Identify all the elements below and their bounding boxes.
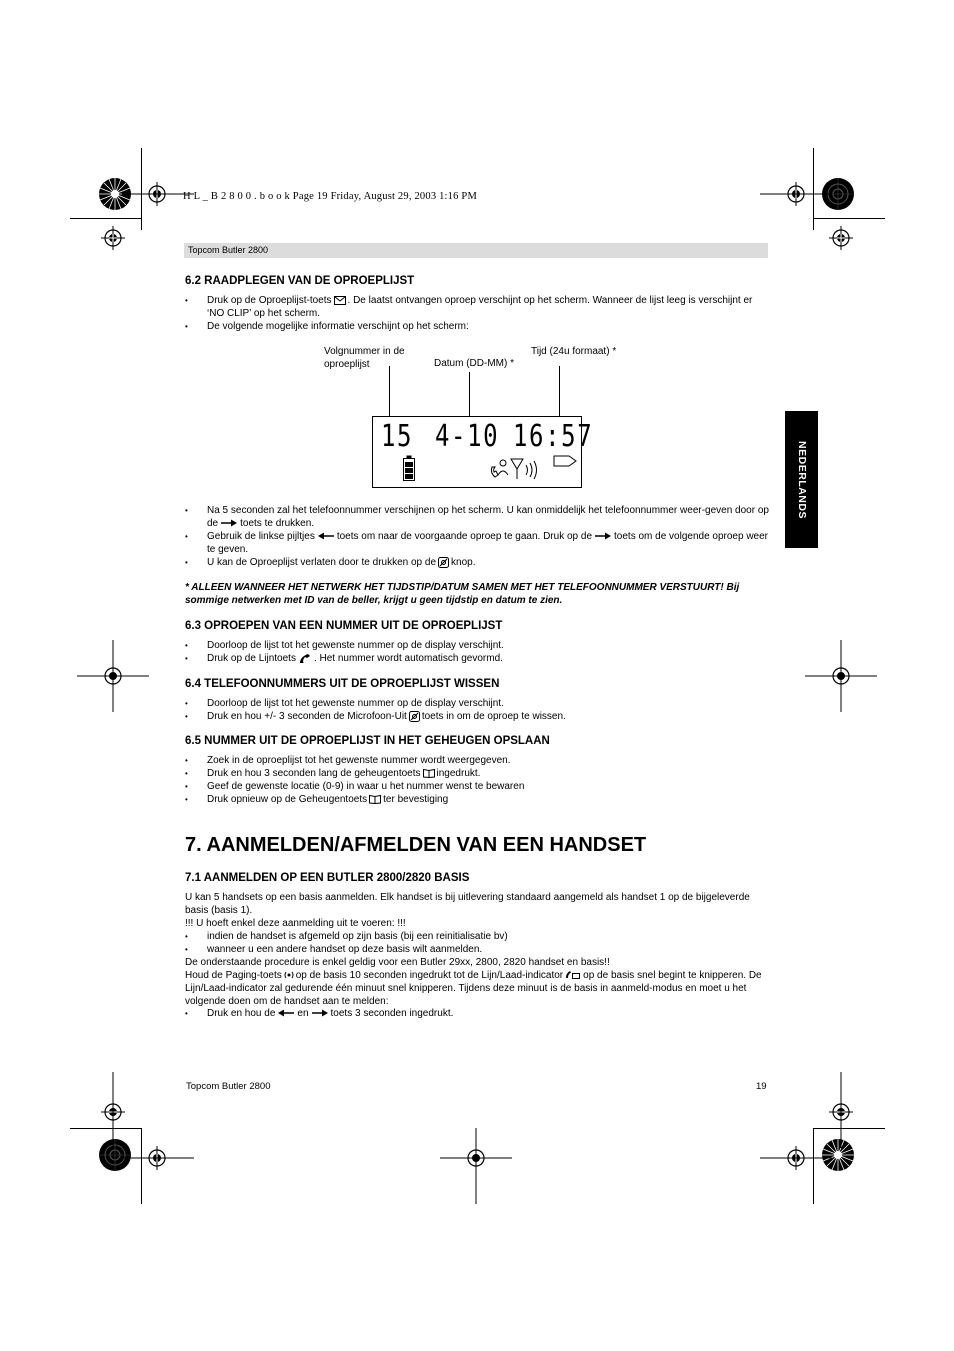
section-7-1-conditions [185, 930, 770, 956]
section-6-2-title: 6.2 RAADPLEGEN VAN DE OPROEPLIJST [185, 275, 415, 287]
footer-title: Topcom Butler 2800 [186, 1081, 271, 1092]
list-item: • Na 5 seconden zal het telefoonnummer verschijnen op het scherm. U kan onmiddelijk het telefoonnummer weer-geven door op de toets te drukken. [185, 504, 770, 530]
label-time: Tijd (24u formaat) * [531, 346, 617, 357]
list-item: • Doorloop de lijst tot het gewenste nummer op de display verschijnt. [185, 639, 770, 652]
list-item: • Druk en hou de en toets 3 seconden ingedrukt. [185, 1007, 770, 1020]
chapter-7-title: 7. AANMELDEN/AFMELDEN VAN EEN HANDSET [185, 834, 647, 856]
book-icon [369, 794, 381, 804]
section-7-1-intro: U kan 5 handsets op een basis aanmelden. Elk handset is bij uitlevering standaard aangemeld als handset 1 op de bijgeleverde basis (basis 1). [185, 892, 750, 916]
book-icon [423, 768, 435, 778]
section-7-1-validity: De onderstaande procedure is enkel geldig voor een Butler 29xx, 2800, 2820 handset en basis!! [185, 957, 610, 968]
leader-line-time [559, 366, 560, 416]
arrow-pointer-icon [553, 455, 577, 467]
arrow-right-icon [220, 519, 238, 527]
section-6-4-title: 6.4 TELEFOONNUMMERS UIT DE OPROEPLIJST WISSEN [185, 678, 500, 690]
section-6-5-list [185, 754, 770, 806]
section-7-1-title: 7.1 AANMELDEN OP EEN BUTLER 2800/2820 BASIS [185, 872, 470, 884]
paging-icon [284, 970, 294, 980]
lcd-date: 4-10 [435, 419, 500, 454]
lcd-time: 16:57 [513, 419, 594, 454]
lcd-index: 15 [381, 419, 414, 454]
arrow-right-icon [311, 1009, 329, 1017]
list-item: • U kan de Oproeplijst verlaten door te drukken op de knop. [185, 556, 770, 569]
section-7-1-warning: !!! U hoeft enkel deze aanmelding uit te voeren: !!! [185, 918, 406, 929]
section-6-5-title: 6.5 NUMMER UIT DE OPROEPLIJST IN HET GEHEUGEN OPSLAAN [185, 735, 550, 747]
list-item: • Druk op de Lijntoets . Het nummer wordt automatisch gevormd. [185, 652, 770, 665]
section-7-1-procedure: Houd de Paging-toets op de basis 10 seconden ingedrukt tot de Lijn/Laad-indicator op de basis snel begint te knipperen. De Lijn/Laad-indicator zal gedurende één minuut snel knipperen. Tijdens deze minuut is de basis in aanmeld-modus en moet u het volgende doen om de handset aan te melden: [185, 970, 762, 1007]
section-6-4-list [185, 697, 770, 723]
list-item: • Doorloop de lijst tot het gewenste nummer op de display verschijnt. [185, 697, 770, 710]
page-number: 19 [756, 1081, 767, 1092]
label-date: Datum (DD-MM) * [434, 358, 514, 369]
header-title: Topcom Butler 2800 [188, 245, 269, 255]
leader-line-index [389, 366, 390, 416]
section-7-1-steps [185, 1007, 770, 1020]
section-6-2-list [185, 294, 770, 333]
mute-icon [409, 711, 420, 722]
list-item: • Druk en hou +/- 3 seconden de Microfoon-Uit toets in om de oproep te wissen. [185, 710, 770, 723]
lcd-display [372, 416, 594, 488]
list-item: • indien de handset is afgemeld op zijn basis (bij een reinitialisatie bv) [185, 930, 770, 943]
network-note: * ALLEEN WANNEER HET NETWERK HET TIJDSTIP/DATUM SAMEN MET HET TELEFOONNUMMER VERSTUURT! Bij sommige netwerken met ID van de beller, krijgt u geen tijdstip en datum te zien. [185, 582, 740, 606]
phone-line-icon [298, 653, 312, 664]
list-item: • Gebruik de linkse pijltjes toets om naar de voorgaande oproep te gaan. Druk op de toets om de volgende oproep weer te geven. [185, 530, 770, 556]
list-item: • Geef de gewenste locatie (0-9) in waar u het nummer wenst te bewaren [185, 780, 770, 793]
section-6-3-title: 6.3 OPROEPEN VAN EEN NUMMER UIT DE OPROEPLIJST [185, 620, 503, 632]
line-charge-indicator-icon [565, 970, 581, 980]
arrow-left-icon [277, 1009, 295, 1017]
print-info-line: H L _ B 2 8 0 0 . b o o k Page 19 Friday, August 29, 2003 1:16 PM [183, 191, 477, 202]
language-tab [785, 411, 818, 548]
antenna-signal-icon [509, 457, 541, 481]
list-item: • Zoek in de oproeplijst tot het gewenste nummer wordt weergegeven. [185, 754, 770, 767]
list-item: • Druk op de Oproeplijst-toets . De laatst ontvangen oproep verschijnt op het scherm. Wanneer de lijst leeg is verschijnt er ‘NO CLIP’ op het scherm. [185, 294, 770, 320]
battery-icon [403, 455, 415, 481]
running-header [184, 243, 768, 258]
arrow-right-icon [594, 532, 612, 540]
label-index: Volgnummer in de oproeplijst [324, 346, 405, 370]
leader-line-date [469, 372, 470, 416]
language-tab-label: NEDERLANDS [795, 440, 808, 519]
handset-person-icon [489, 457, 511, 479]
mute-icon [438, 557, 449, 568]
list-item: • De volgende mogelijke informatie verschijnt op het scherm: [185, 320, 770, 333]
display-notes-list [185, 504, 770, 569]
section-6-3-list [185, 639, 770, 665]
envelope-icon [334, 296, 346, 305]
list-item: • Druk opnieuw op de Geheugentoets ter bevestiging [185, 793, 770, 806]
arrow-left-icon [317, 532, 335, 540]
list-item: • Druk en hou 3 seconden lang de geheugentoets ingedrukt. [185, 767, 770, 780]
list-item: • wanneer u een andere handset op deze basis wilt aanmelden. [185, 943, 770, 956]
